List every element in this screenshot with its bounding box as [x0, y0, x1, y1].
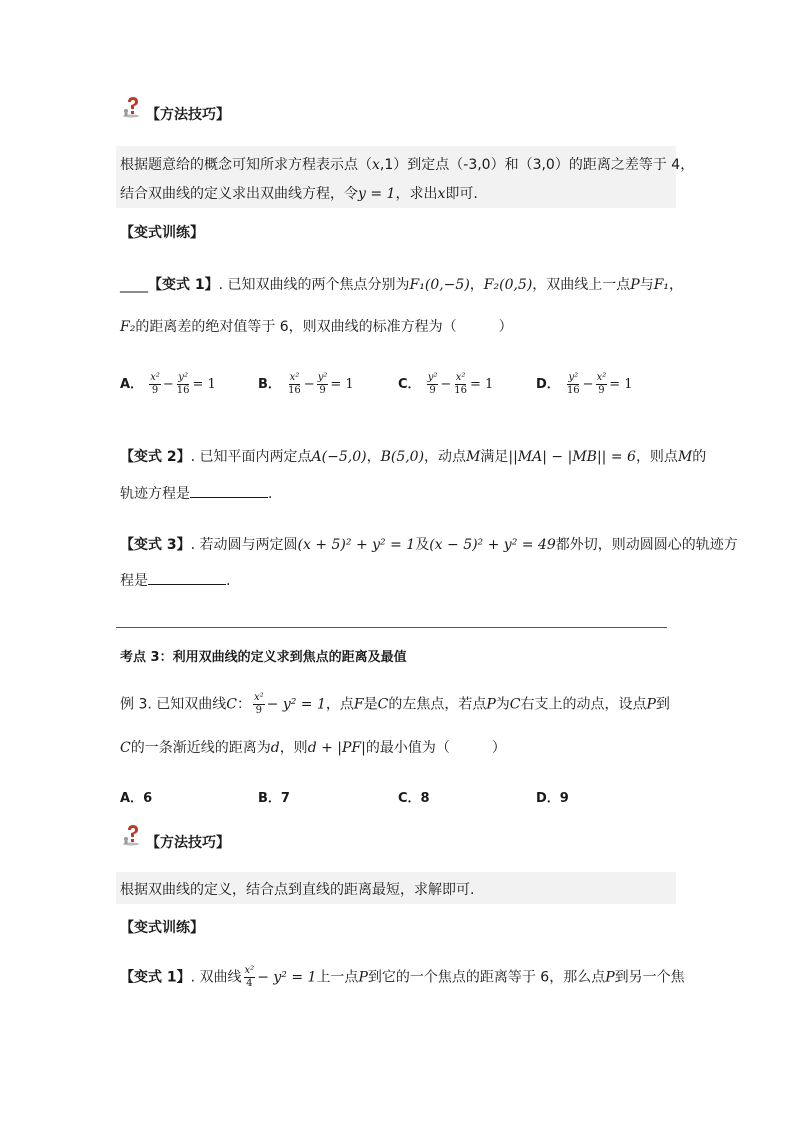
variant3-line-2: 程是 . [120, 573, 231, 589]
variant1-option-a[interactable]: A． $\frac{\text{x²}}{9}$ − $\frac{\text{y²}}{16}$ = 1 [120, 372, 216, 396]
question-person-icon [120, 96, 142, 118]
example3-option-a[interactable]: A．6 [120, 791, 153, 806]
variant2-line-1: 【变式 2】. 已知平面内两定点A(−5,0)，B(5,0)，动点M满足||MA| − |MB|| = 6，则点M的 [120, 449, 707, 465]
fraction: $\frac{\text{y²}}{9}$ [317, 372, 328, 396]
fraction: $\frac{\text{x²}}{4}$ [244, 965, 255, 989]
fraction: $\frac{\text{y²}}{16}$ [176, 372, 190, 396]
fraction: $\frac{\text{y²}}{16}$ [566, 372, 580, 396]
example3-option-d[interactable]: D．9 [536, 791, 569, 806]
variant1-option-b[interactable]: B． $\frac{\text{x²}}{16}$ − $\frac{\text{y²}}{9}$ = 1 [258, 372, 354, 396]
example3-option-c[interactable]: C．8 [398, 791, 430, 806]
variant1-line-2: F₂的距离差的绝对值等于 6，则双曲线的标准方程为（ ） [120, 319, 513, 335]
fraction: $\frac{\text{x²}}{9}$ [150, 372, 160, 396]
method-box-2 [116, 872, 676, 904]
fraction: $\frac{\text{x²}}{9}$ [596, 372, 607, 396]
variant1b-line-1: 【变式 1】. 双曲线 $\frac{\text{x²}}{4}$ − y² = 1上一点P到它的一个焦点的距离等于 6，那么点P到另一个焦 [120, 965, 685, 989]
section-divider [116, 627, 667, 628]
variant1-option-d[interactable]: D． $\frac{\text{y²}}{16}$ − $\frac{\text{x²}}{9}$ = 1 [536, 372, 633, 396]
method-text-line-2: 结合双曲线的定义求出双曲线方程，令y = 1，求出x即可. [120, 186, 478, 202]
answer-blank[interactable] [148, 584, 226, 585]
fraction: $\frac{\text{y²}}{9}$ [427, 372, 438, 396]
variant-heading-2: 【变式训练】 [120, 920, 204, 936]
question-person-icon [120, 824, 142, 846]
example3-option-b[interactable]: B．7 [258, 791, 290, 806]
method-heading-2: 【方法技巧】 [146, 835, 230, 851]
example3-line-1: 例 3. 已知双曲线C： $\frac{\text{x²}}{9}$ − y² = 1，点F是C的左焦点，若点P为C右支上的动点，设点P到 [120, 692, 670, 716]
fraction: $\frac{\text{x²}}{16}$ [454, 372, 467, 396]
variant1-line-1: ____【变式 1】. 已知双曲线的两个焦点分别为F₁(0,−5)，F₂(0,5)，双曲线上一点P与F₁， [120, 277, 684, 293]
variant2-line-2: 轨迹方程是 . [120, 486, 273, 502]
answer-blank[interactable] [190, 497, 268, 498]
example3-line-2: C的一条渐近线的距离为d，则d + |PF|的最小值为（ ） [120, 740, 506, 756]
variant1-option-c[interactable]: C． $\frac{\text{y²}}{9}$ − $\frac{\text{x²}}{16}$ = 1 [398, 372, 494, 396]
fraction: $\frac{\text{x²}}{16}$ [288, 372, 301, 396]
variant-heading-1: 【变式训练】 [120, 225, 204, 241]
method-text-line-1: 根据题意给的概念可知所求方程表示点（x,1）到定点（-3,0）和（3,0）的距离之差等于 4， [120, 157, 695, 173]
method-heading-1: 【方法技巧】 [146, 107, 230, 123]
variant3-line-1: 【变式 3】. 若动圆与两定圆(x + 5)² + y² = 1及(x − 5)² + y² = 49都外切，则动圆圆心的轨迹方 [120, 537, 738, 553]
fraction: $\frac{\text{x²}}{9}$ [253, 692, 264, 716]
kaodian-heading: 考点 3：利用双曲线的定义求到焦点的距离及最值 [120, 650, 407, 665]
method-text-2: 根据双曲线的定义，结合点到直线的距离最短，求解即可. [120, 882, 475, 898]
method-box-1 [116, 146, 695, 208]
